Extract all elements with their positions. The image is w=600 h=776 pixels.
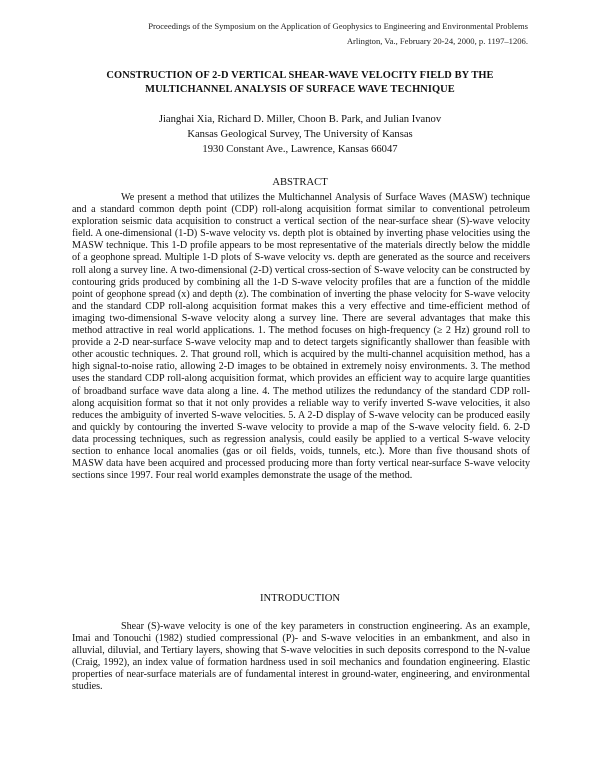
title-line-1: CONSTRUCTION OF 2-D VERTICAL SHEAR-WAVE VELOCITY FIELD BY THE — [106, 70, 494, 81]
title-line-2: MULTICHANNEL ANALYSIS OF SURFACE WAVE TECHNIQUE — [145, 84, 455, 95]
author-names: Jianghai Xia, Richard D. Miller, Choon B. Park, and Julian Ivanov — [158, 114, 442, 125]
running-header — [48, 19, 528, 49]
abstract-heading: ABSTRACT — [272, 177, 328, 188]
introduction-paragraph: Shear (S)-wave velocity is one of the key parameters in construction engineering. As an example, Imai and Tonouchi (1982) studied compressional (P)- and S-wave velocities in an embankment, and also in alluvial, diluvial, and Tertiary layers, showing that S-wave velocities in such deposits correspond to the N-value (Craig, 1992), an index value of formation hardness used in soil mechanics and foundation engineering. Elastic properties of near-surface materials are of fundamental interest in ground-water, engineering, and environmental studies. — [72, 621, 530, 693]
author-block — [60, 112, 540, 157]
author-address: 1930 Constant Ave., Lawrence, Kansas 66047 — [202, 144, 398, 155]
abstract-paragraph: We present a method that utilizes the Multichannel Analysis of Surface Waves (MASW) technique and a standard common depth point (CDP) roll-along acquisition format similar to conventional petroleum exploration seismic data acquisition to construct a vertical section of the near-surface shear (S)-wave velocity field. A one-dimensional (1-D) S-wave velocity vs. depth plot is obtained by inverting phase velocities using the MASW technique. This 1-D profile appears to be most representative of the materials directly below the middle of a geophone spread. Multiple 1-D plots of S-wave velocity vs. depth are generated as the source and receivers roll along a survey line. A two-dimensional (2-D) vertical cross-section of S-wave velocity can be constructed by contouring grids produced by combining all the 1-D S-wave velocity profiles that are a function of the middle point of geophone spread (x) and depth (z). The combination of inverting the phase velocity for S-wave velocity and the standard CDP roll-along acquisition format makes this a very effective and time-efficient method of imaging two-dimensional S-wave velocity along a survey line. There are several advantages that make this method attractive in real world applications. 1. The method focuses on high-frequency (≥ 2 Hz) ground roll to provide a 2-D near-surface S-wave velocity map and to detect targets significantly shallower than feasible with other acoustic techniques. 2. That ground roll, which is acquired by the multi-channel acquisition method, has a high signal-to-noise ratio, allowing 2-D images to be obtained in extremely noisy environments. 3. The method uses the standard CDP roll-along acquisition format, which provides an efficient way to acquire large quantities of broadband surface wave data along a line. 4. The method utilizes the redundancy of the standard CDP roll-along acquisition format so that it not only provides a reliable way to verify inverted S-wave velocities, it also reduces the ambiguity of inverted S-wave velocities. 5. A 2-D display of S-wave velocity can be produced easily and quickly by contouring the inverted S-wave velocity to provide a map of the S-wave velocity field. 6. 2-D data processing techniques, such as regression analysis, could easily be applied to a vertical S-wave velocity section to enhance local anomalies (gas or oil fields, voids, tunnels, etc.). More than five thousand shots of MASW data have been acquired and processed producing more than forty vertical near-surface S-wave velocity sections since 1997. Four real world examples demonstrate the usage of the method. — [72, 192, 530, 482]
proceedings-line: Proceedings of the Symposium on the Application of Geophysics to Engineering and Environmental Problems — [148, 21, 528, 31]
paper-title — [60, 69, 540, 97]
conference-date-pages: Arlington, Va., February 20-24, 2000, p. 1197–1206. — [346, 36, 528, 46]
author-affiliation: Kansas Geological Survey, The University of Kansas — [187, 129, 413, 140]
introduction-heading: INTRODUCTION — [259, 593, 341, 604]
